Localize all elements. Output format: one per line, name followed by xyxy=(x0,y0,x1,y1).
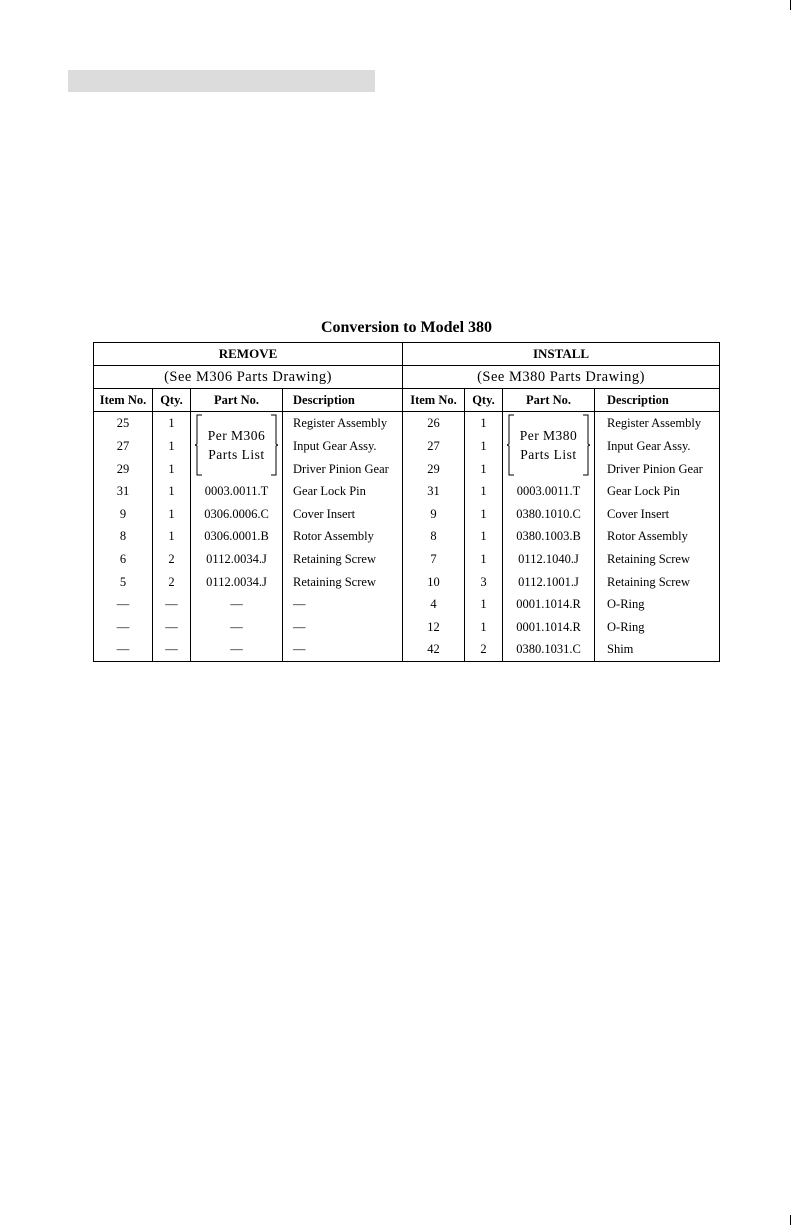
remove-qty: 1 xyxy=(153,435,191,458)
remove-part-no: 0003.0011.T xyxy=(191,480,283,503)
remove-bracket-line2: Parts List xyxy=(208,447,265,462)
install-item-no: 12 xyxy=(403,616,465,639)
remove-description: — xyxy=(283,593,403,616)
install-item-no: 26 xyxy=(403,412,465,435)
install-item-no: 9 xyxy=(403,503,465,526)
remove-qty: 2 xyxy=(153,548,191,571)
install-part-no: 0001.1014.R xyxy=(503,593,595,616)
remove-description: Input Gear Assy. xyxy=(283,435,403,458)
remove-description: Driver Pinion Gear xyxy=(283,457,403,480)
install-description: Rotor Assembly xyxy=(595,525,720,548)
install-part-no: 0112.1001.J xyxy=(503,570,595,593)
crop-mark-bottom xyxy=(790,1215,791,1225)
remove-item-no: — xyxy=(94,638,153,661)
install-item-no: 29 xyxy=(403,457,465,480)
install-description: Driver Pinion Gear xyxy=(595,457,720,480)
install-part-no: 0001.1014.R xyxy=(503,616,595,639)
right-bracket-icon xyxy=(270,414,278,476)
remove-part-no: 0306.0001.B xyxy=(191,525,283,548)
remove-bracket-line1: Per M306 xyxy=(207,428,266,443)
remove-qty: 2 xyxy=(153,570,191,593)
install-item-no: 4 xyxy=(403,593,465,616)
install-qty: 1 xyxy=(465,525,503,548)
install-drawing-note: (See M380 Parts Drawing) xyxy=(403,366,720,389)
remove-qty: 1 xyxy=(153,525,191,548)
col-header: Qty. xyxy=(153,389,191,412)
install-qty: 1 xyxy=(465,435,503,458)
install-qty: 1 xyxy=(465,412,503,435)
install-bracket-line2: Parts List xyxy=(520,447,577,462)
conversion-table xyxy=(93,342,719,656)
install-part-no: 0003.0011.T xyxy=(503,480,595,503)
install-description: Retaining Screw xyxy=(595,548,720,571)
remove-description: Retaining Screw xyxy=(283,548,403,571)
install-qty: 1 xyxy=(465,593,503,616)
remove-item-no: 27 xyxy=(94,435,153,458)
install-item-no: 31 xyxy=(403,480,465,503)
col-header: Part No. xyxy=(191,389,283,412)
install-description: Input Gear Assy. xyxy=(595,435,720,458)
install-qty: 3 xyxy=(465,570,503,593)
install-item-no: 10 xyxy=(403,570,465,593)
col-header: Item No. xyxy=(94,389,153,412)
remove-qty: — xyxy=(153,616,191,639)
remove-description: — xyxy=(283,638,403,661)
install-description: Retaining Screw xyxy=(595,570,720,593)
install-description: O-Ring xyxy=(595,593,720,616)
remove-qty: — xyxy=(153,638,191,661)
remove-description: Cover Insert xyxy=(283,503,403,526)
col-header: Part No. xyxy=(503,389,595,412)
install-description: Register Assembly xyxy=(595,412,720,435)
install-qty: 1 xyxy=(465,503,503,526)
col-header: Qty. xyxy=(465,389,503,412)
remove-item-no: 31 xyxy=(94,480,153,503)
remove-qty: 1 xyxy=(153,457,191,480)
remove-part-no: 0112.0034.J xyxy=(191,570,283,593)
remove-qty: 1 xyxy=(153,412,191,435)
install-qty: 2 xyxy=(465,638,503,661)
remove-heading: REMOVE xyxy=(94,343,403,366)
install-qty: 1 xyxy=(465,616,503,639)
remove-part-no: 0306.0006.C xyxy=(191,503,283,526)
remove-description: — xyxy=(283,616,403,639)
right-bracket-icon xyxy=(582,414,590,476)
remove-item-no: 29 xyxy=(94,457,153,480)
install-item-no: 27 xyxy=(403,435,465,458)
remove-per-parts-list xyxy=(191,412,283,481)
crop-mark-top xyxy=(790,0,791,10)
table-title: Conversion to Model 380 xyxy=(320,319,493,336)
install-item-no: 42 xyxy=(403,638,465,661)
remove-part-no: — xyxy=(191,616,283,639)
col-header: Description xyxy=(283,389,403,412)
remove-item-no: 5 xyxy=(94,570,153,593)
install-part-no: 0380.1003.B xyxy=(503,525,595,548)
col-header: Description xyxy=(595,389,720,412)
redaction-bar xyxy=(68,70,375,92)
remove-item-no: — xyxy=(94,593,153,616)
install-qty: 1 xyxy=(465,480,503,503)
remove-part-no: — xyxy=(191,638,283,661)
install-item-no: 8 xyxy=(403,525,465,548)
col-header: Item No. xyxy=(403,389,465,412)
install-heading: INSTALL xyxy=(403,343,720,366)
install-description: O-Ring xyxy=(595,616,720,639)
remove-part-no: — xyxy=(191,593,283,616)
remove-qty: — xyxy=(153,593,191,616)
install-description: Shim xyxy=(595,638,720,661)
remove-description: Register Assembly xyxy=(283,412,403,435)
install-part-no: 0112.1040.J xyxy=(503,548,595,571)
install-bracket-line1: Per M380 xyxy=(519,428,578,443)
install-description: Gear Lock Pin xyxy=(595,480,720,503)
remove-item-no: — xyxy=(94,616,153,639)
remove-qty: 1 xyxy=(153,503,191,526)
install-per-parts-list xyxy=(503,412,595,481)
remove-part-no: 0112.0034.J xyxy=(191,548,283,571)
install-qty: 1 xyxy=(465,548,503,571)
remove-item-no: 25 xyxy=(94,412,153,435)
remove-description: Gear Lock Pin xyxy=(283,480,403,503)
remove-item-no: 9 xyxy=(94,503,153,526)
remove-description: Rotor Assembly xyxy=(283,525,403,548)
remove-qty: 1 xyxy=(153,480,191,503)
remove-drawing-note: (See M306 Parts Drawing) xyxy=(94,366,403,389)
remove-description: Retaining Screw xyxy=(283,570,403,593)
install-part-no: 0380.1010.C xyxy=(503,503,595,526)
install-description: Cover Insert xyxy=(595,503,720,526)
install-qty: 1 xyxy=(465,457,503,480)
install-item-no: 7 xyxy=(403,548,465,571)
remove-item-no: 6 xyxy=(94,548,153,571)
remove-item-no: 8 xyxy=(94,525,153,548)
install-part-no: 0380.1031.C xyxy=(503,638,595,661)
